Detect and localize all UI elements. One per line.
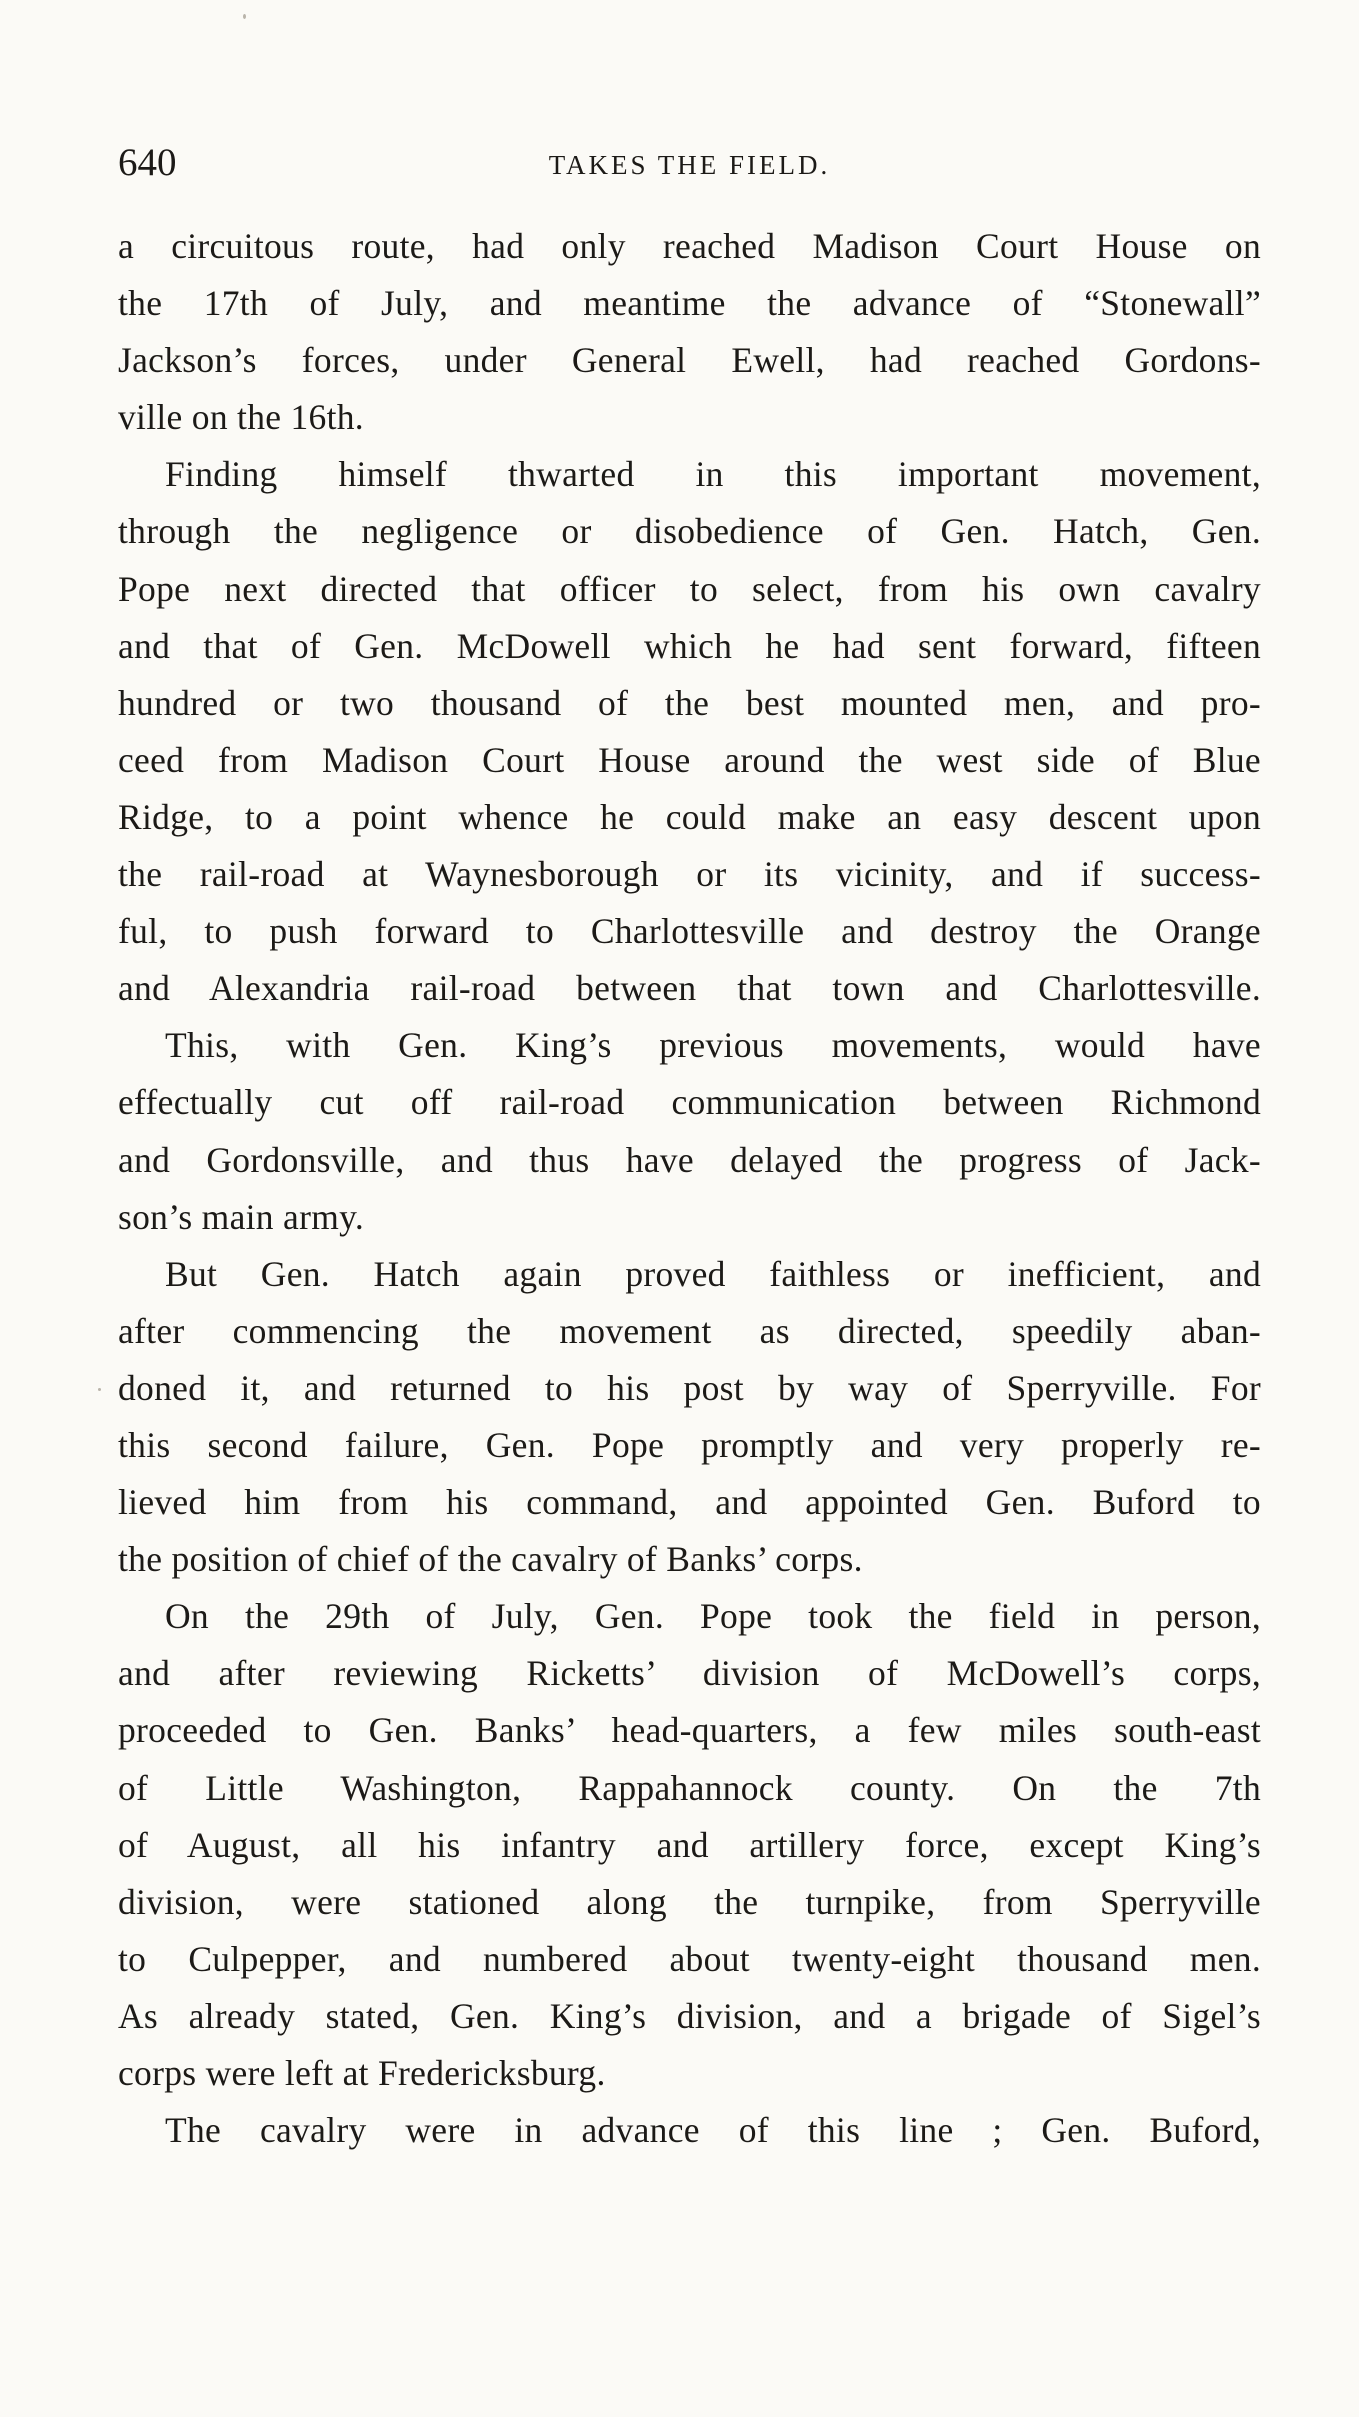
text-line: corps were left at Fredericksburg.: [118, 2053, 606, 2093]
text-line: and that of Gen. McDowell which he had sent forward, fifteen: [118, 625, 1261, 666]
text-line: hundred or two thousand of the best mounted men, and pro-: [118, 682, 1261, 723]
text-line: Pope next directed that officer to select, from his own cavalry: [118, 568, 1261, 609]
text-line: after commencing the movement as directed, speedily aban-: [118, 1310, 1261, 1351]
text-line: On the 29th of July, Gen. Pope took the field in person,: [165, 1596, 1261, 1637]
paragraph: [118, 218, 1261, 446]
paper-speck: [98, 1388, 101, 1391]
text-line: the rail-road at Waynesborough or its vicinity, and if success-: [118, 854, 1261, 895]
text-line: doned it, and returned to his post by way of Sperryville. For: [118, 1367, 1261, 1408]
running-head: [118, 138, 1261, 188]
text-line: this second failure, Gen. Pope promptly and very properly re-: [118, 1424, 1261, 1465]
text-line: and Gordonsville, and thus have delayed the progress of Jack-: [118, 1139, 1261, 1180]
text-line: of Little Washington, Rappahannock county. On the 7th: [118, 1767, 1261, 1808]
page-number: 640: [118, 141, 177, 184]
text-line: As already stated, Gen. King’s division, and a brigade of Sigel’s: [118, 1995, 1261, 2036]
text-line: The cavalry were in advance of this line ; Gen. Buford,: [165, 2110, 1261, 2151]
running-title: TAKES THE FIELD.: [548, 150, 831, 180]
text-line: proceeded to Gen. Banks’ head-quarters, a few miles south-east: [118, 1710, 1261, 1751]
paragraph: [118, 1017, 1261, 1245]
text-line: This, with Gen. King’s previous movements, would have: [165, 1025, 1261, 1066]
text-line: to Culpepper, and numbered about twenty-eight thousand men.: [118, 1938, 1261, 1979]
text-line: ceed from Madison Court House around the west side of Blue: [118, 739, 1261, 780]
body-text: [118, 218, 1261, 2159]
paragraph: [118, 446, 1261, 1017]
paragraph: [118, 1588, 1261, 2102]
text-line: Finding himself thwarted in this important movement,: [165, 454, 1261, 495]
text-line: and after reviewing Ricketts’ division of McDowell’s corps,: [118, 1653, 1261, 1694]
text-line: the position of chief of the cavalry of Banks’ corps.: [118, 1539, 863, 1580]
text-line: and Alexandria rail-road between that town and Charlottesville.: [118, 968, 1261, 1009]
text-line: lieved him from his command, and appointed Gen. Buford to: [118, 1482, 1261, 1523]
text-line: ville on the 16th.: [118, 397, 364, 438]
text-line: son’s main army.: [118, 1196, 365, 1237]
text-line: Jackson’s forces, under General Ewell, had reached Gordons-: [118, 340, 1261, 381]
paragraph: [118, 1246, 1261, 1589]
text-line: through the negligence or disobedience of Gen. Hatch, Gen.: [118, 511, 1261, 552]
paper-speck: [243, 14, 246, 19]
text-line: But Gen. Hatch again proved faithless or inefficient, and: [165, 1253, 1261, 1294]
text-line: a circuitous route, had only reached Madison Court House on: [118, 226, 1261, 266]
text-line: ful, to push forward to Charlottesville and destroy the Orange: [118, 911, 1261, 952]
text-line: effectually cut off rail-road communication between Richmond: [118, 1082, 1261, 1123]
text-line: the 17th of July, and meantime the advance of “Stonewall”: [118, 283, 1261, 324]
text-line: division, were stationed along the turnpike, from Sperryville: [118, 1881, 1261, 1922]
text-line: Ridge, to a point whence he could make an easy descent upon: [118, 796, 1261, 837]
paragraph: [118, 2102, 1261, 2159]
text-line: of August, all his infantry and artillery force, except King’s: [118, 1824, 1261, 1865]
